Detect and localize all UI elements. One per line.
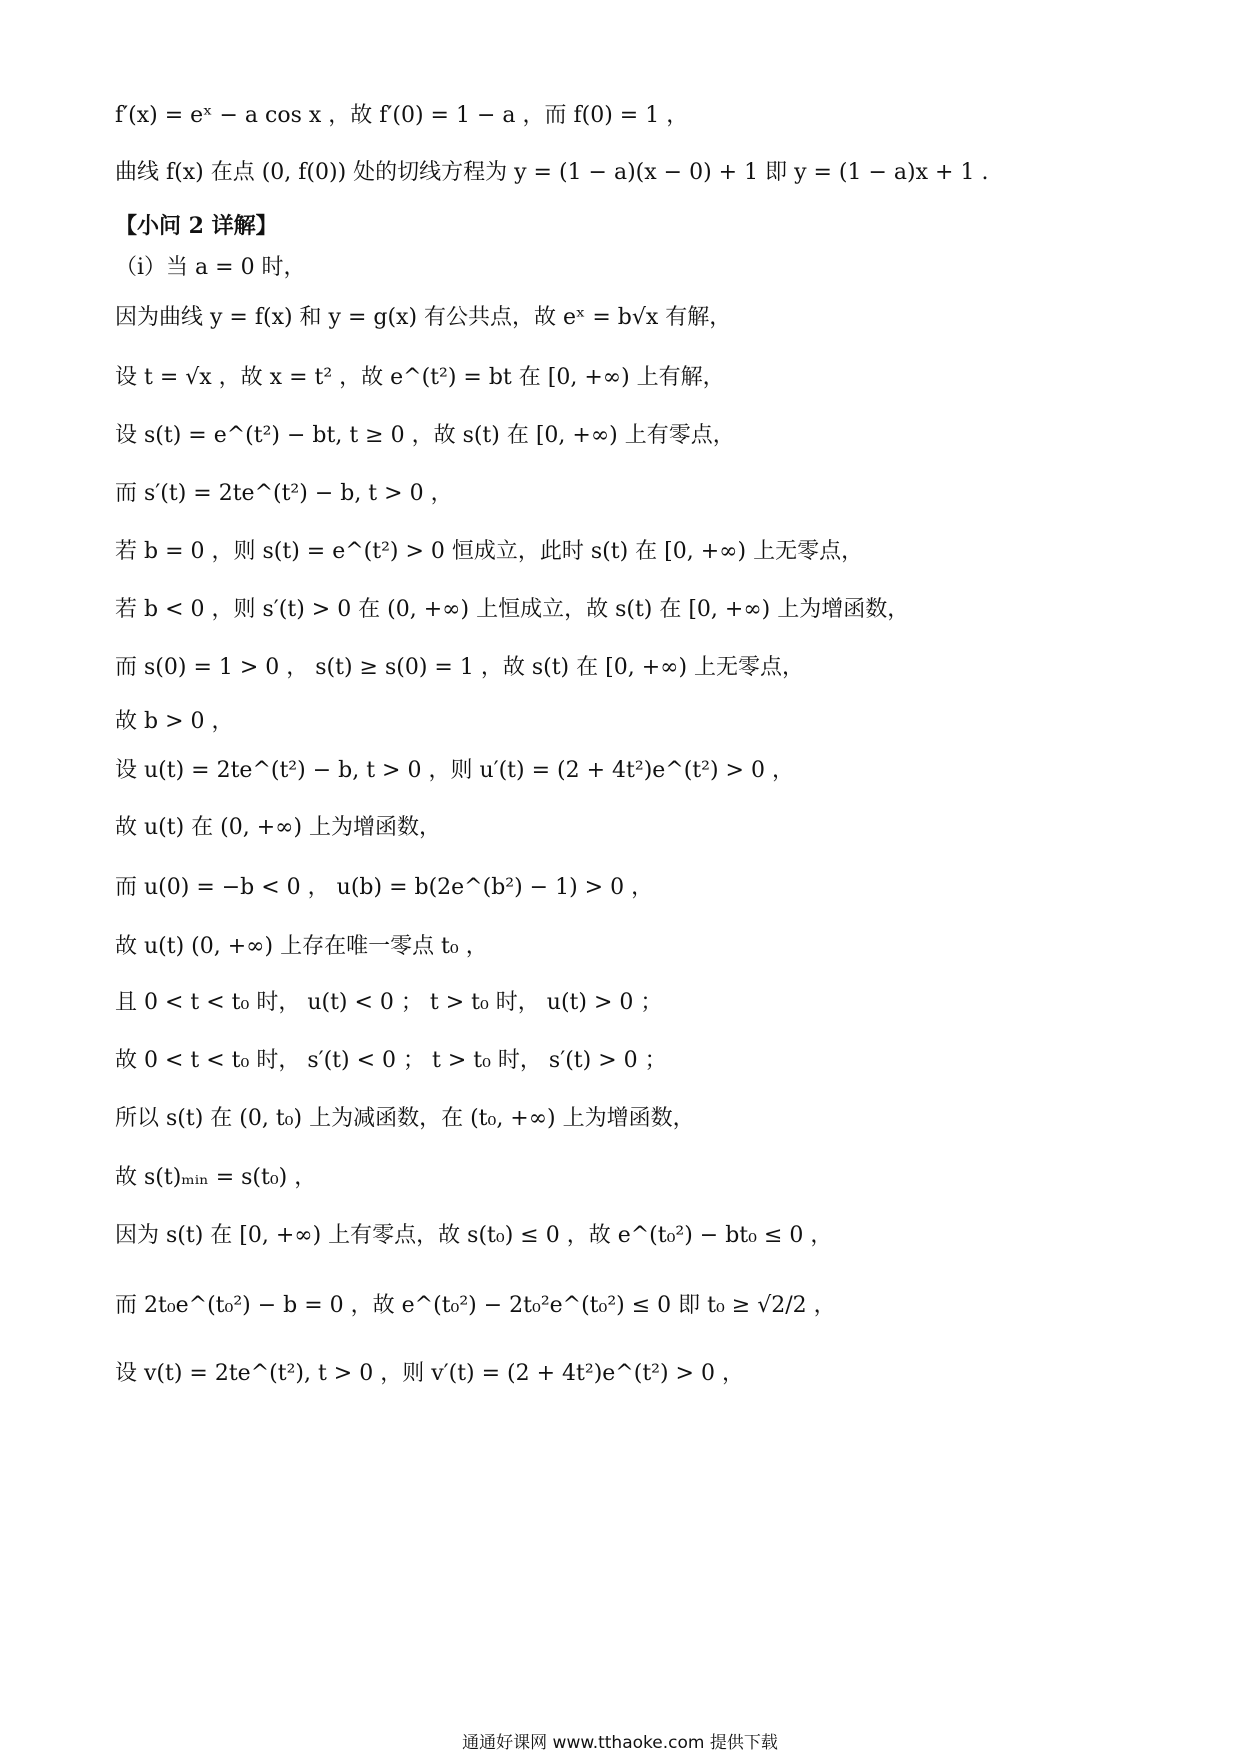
text-line-13: 设 u(t) = 2te^(t²) − b, t > 0 ，则 u′(t) = (2 + 4t²)e^(t²) > 0 ， [115, 758, 794, 783]
text-line-16: 故 u(t) (0, +∞) 上存在唯一零点 t₀ ， [115, 934, 488, 959]
text-line-12: 故 b > 0 ， [115, 709, 234, 734]
section-heading: 【小问 2 详解】 [115, 213, 278, 239]
text-line-18: 故 0 < t < t₀ 时， s′(t) < 0 ； t > t₀ 时， s′(t) > 0 ； [115, 1048, 667, 1073]
text-line-15: 而 u(0) = −b < 0 ， u(b) = b(2e^(b²) − 1) > 0 ， [115, 875, 654, 900]
text-line-21: 因为 s(t) 在 [0, +∞) 上有零点，故 s(t₀) ≤ 0 ，故 e^(t₀²) − bt₀ ≤ 0 ， [115, 1223, 833, 1248]
text-line-8: 而 s′(t) = 2te^(t²) − b, t > 0 ， [115, 481, 453, 506]
text-line-2: 曲线 f(x) 在点 (0, f(0)) 处的切线方程为 y = (1 − a)(x − 0) + 1 即 y = (1 − a)x + 1 . [115, 160, 989, 185]
text-line-19: 所以 s(t) 在 (0, t₀) 上为减函数，在 (t₀, +∞) 上为增函数， [115, 1106, 695, 1131]
text-line-4: （i）当 a = 0 时， [115, 255, 306, 280]
text-line-5: 因为曲线 y = f(x) 和 y = g(x) 有公共点，故 eˣ = b√x 有解， [115, 305, 732, 330]
text-line-20: 故 s(t)ₘᵢₙ = s(t₀) ， [115, 1165, 317, 1190]
text-line-1: f′(x) = eˣ − a cos x ，故 f′(0) = 1 − a ，而 f(0) = 1 ， [115, 103, 689, 128]
text-line-11: 而 s(0) = 1 > 0 ， s(t) ≥ s(0) = 1 ，故 s(t) 在 [0, +∞) 上无零点， [115, 655, 805, 680]
text-line-7: 设 s(t) = e^(t²) − bt, t ≥ 0 ，故 s(t) 在 [0, +∞) 上有零点， [115, 423, 735, 448]
text-line-17: 且 0 < t < t₀ 时， u(t) < 0 ； t > t₀ 时， u(t) > 0 ； [115, 990, 663, 1015]
text-line-9: 若 b = 0 ，则 s(t) = e^(t²) > 0 恒成立，此时 s(t) 在 [0, +∞) 上无零点， [115, 539, 864, 564]
text-line-23: 设 v(t) = 2te^(t²), t > 0 ，则 v′(t) = (2 + 4t²)e^(t²) > 0 ， [115, 1361, 744, 1386]
text-line-10: 若 b < 0 ，则 s′(t) > 0 在 (0, +∞) 上恒成立，故 s(t) 在 [0, +∞) 上为增函数， [115, 597, 910, 622]
page-footer: 通通好课网 www.tthaoke.com 提供下载 [462, 1733, 778, 1753]
text-line-14: 故 u(t) 在 (0, +∞) 上为增函数， [115, 815, 442, 840]
text-line-22: 而 2t₀e^(t₀²) − b = 0 ，故 e^(t₀²) − 2t₀²e^(t₀²) ≤ 0 即 t₀ ≥ √2/2 ， [115, 1293, 836, 1318]
text-line-6: 设 t = √x ，故 x = t² ，故 e^(t²) = bt 在 [0, +∞) 上有解， [115, 365, 725, 390]
